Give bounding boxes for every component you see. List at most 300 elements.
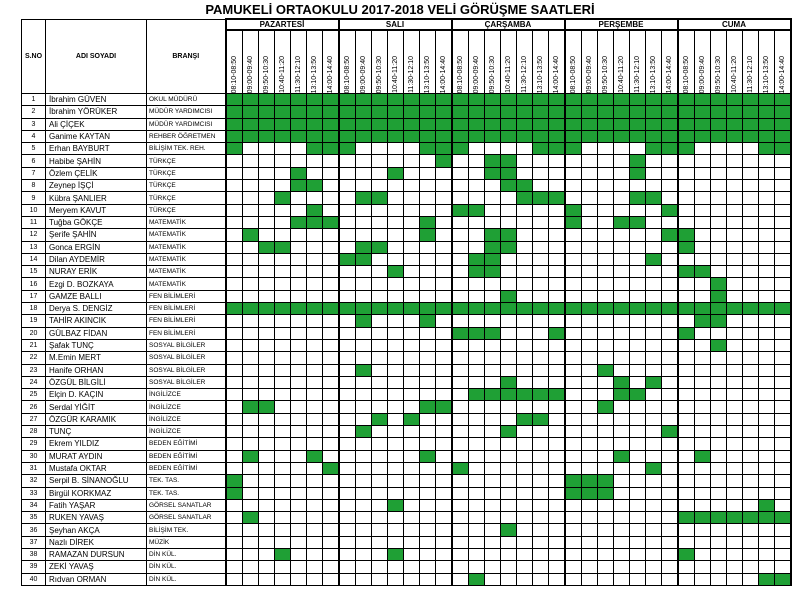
meeting-slot-empty <box>484 450 500 462</box>
meeting-slot-empty <box>678 573 695 585</box>
teacher-branch: BİLİŞİM TEK. REH. <box>147 143 226 155</box>
meeting-slot-empty <box>322 475 339 487</box>
meeting-slot-empty <box>548 401 565 413</box>
meeting-slot-empty <box>758 204 774 216</box>
table-row <box>22 561 791 573</box>
meeting-slot-empty <box>661 462 678 474</box>
meeting-slot-empty <box>645 315 661 327</box>
meeting-slot-available <box>548 303 565 315</box>
meeting-slot-empty <box>242 561 258 573</box>
meeting-slot-empty <box>339 475 356 487</box>
meeting-slot-empty <box>661 512 678 524</box>
teacher-branch: İNGİLİZCE <box>147 401 226 413</box>
meeting-slot-empty <box>758 413 774 425</box>
meeting-slot-empty <box>726 389 742 401</box>
meeting-slot-empty <box>371 524 387 536</box>
meeting-slot-empty <box>258 352 274 364</box>
meeting-slot-empty <box>226 450 243 462</box>
meeting-slot-empty <box>419 524 435 536</box>
meeting-slot-empty <box>565 278 582 290</box>
meeting-slot-empty <box>306 401 322 413</box>
meeting-slot-available <box>306 118 322 130</box>
meeting-slot-empty <box>387 192 403 204</box>
meeting-slot-empty <box>532 339 548 351</box>
slot-header <box>226 30 243 94</box>
meeting-slot-empty <box>597 241 613 253</box>
meeting-slot-empty <box>597 143 613 155</box>
meeting-slot-empty <box>726 155 742 167</box>
meeting-slot-empty <box>726 413 742 425</box>
meeting-slot-empty <box>274 536 290 548</box>
meeting-slot-empty <box>548 450 565 462</box>
teacher-branch: SOSYAL BİLGİLER <box>147 364 226 376</box>
meeting-slot-empty <box>661 389 678 401</box>
meeting-slot-empty <box>645 241 661 253</box>
meeting-slot-empty <box>694 278 710 290</box>
meeting-slot-available <box>355 303 371 315</box>
meeting-slot-empty <box>613 192 629 204</box>
meeting-slot-empty <box>371 266 387 278</box>
meeting-slot-available <box>613 389 629 401</box>
meeting-slot-empty <box>290 524 306 536</box>
meeting-slot-available <box>548 106 565 118</box>
meeting-slot-empty <box>452 278 469 290</box>
meeting-slot-empty <box>581 229 597 241</box>
meeting-slot-empty <box>742 229 758 241</box>
slot-header <box>710 30 726 94</box>
meeting-slot-empty <box>629 266 645 278</box>
meeting-slot-available <box>629 167 645 179</box>
meeting-slot-empty <box>629 315 645 327</box>
meeting-slot-empty <box>678 339 695 351</box>
meeting-slot-empty <box>419 536 435 548</box>
meeting-slot-empty <box>500 315 516 327</box>
meeting-slot-empty <box>565 180 582 192</box>
meeting-slot-empty <box>403 438 419 450</box>
meeting-slot-empty <box>645 573 661 585</box>
slot-header <box>419 30 435 94</box>
meeting-slot-empty <box>355 143 371 155</box>
meeting-slot-available <box>613 216 629 228</box>
meeting-slot-available <box>678 266 695 278</box>
meeting-slot-empty <box>516 290 532 302</box>
header-branch: BRANŞI <box>147 19 226 94</box>
meeting-slot-empty <box>516 216 532 228</box>
meeting-slot-empty <box>597 352 613 364</box>
meeting-slot-empty <box>484 548 500 560</box>
meeting-slot-empty <box>371 143 387 155</box>
row-number: 35 <box>22 512 46 524</box>
meeting-slot-available <box>484 118 500 130</box>
meeting-slot-empty <box>645 352 661 364</box>
slot-header <box>613 30 629 94</box>
meeting-slot-empty <box>613 512 629 524</box>
meeting-slot-empty <box>678 561 695 573</box>
slot-label: 11:30-12:10 <box>520 56 528 93</box>
meeting-slot-available <box>468 266 484 278</box>
table-row <box>22 216 791 228</box>
meeting-slot-available <box>565 475 582 487</box>
meeting-slot-available <box>274 548 290 560</box>
meeting-slot-available <box>242 401 258 413</box>
meeting-slot-available <box>678 118 695 130</box>
meeting-slot-empty <box>548 253 565 265</box>
meeting-slot-empty <box>710 253 726 265</box>
meeting-slot-available <box>548 130 565 142</box>
meeting-slot-empty <box>726 241 742 253</box>
meeting-slot-empty <box>258 290 274 302</box>
meeting-slot-available <box>565 130 582 142</box>
teacher-branch: MATEMATİK <box>147 229 226 241</box>
meeting-slot-empty <box>322 524 339 536</box>
teacher-branch: REHBER ÖĞRETMEN <box>147 130 226 142</box>
meeting-slot-empty <box>516 266 532 278</box>
meeting-slot-empty <box>484 487 500 499</box>
meeting-slot-empty <box>322 376 339 388</box>
meeting-slot-empty <box>306 192 322 204</box>
meeting-slot-available <box>484 229 500 241</box>
meeting-slot-available <box>403 94 419 106</box>
meeting-slot-empty <box>678 413 695 425</box>
meeting-slot-empty <box>355 167 371 179</box>
meeting-slot-empty <box>258 364 274 376</box>
meeting-slot-empty <box>613 536 629 548</box>
meeting-slot-empty <box>565 339 582 351</box>
meeting-slot-empty <box>774 475 791 487</box>
meeting-slot-available <box>500 167 516 179</box>
meeting-slot-available <box>710 118 726 130</box>
meeting-slot-empty <box>694 155 710 167</box>
meeting-slot-empty <box>452 364 469 376</box>
meeting-slot-empty <box>613 364 629 376</box>
meeting-slot-empty <box>613 315 629 327</box>
meeting-slot-empty <box>758 315 774 327</box>
meeting-slot-empty <box>387 426 403 438</box>
meeting-slot-empty <box>452 475 469 487</box>
meeting-slot-empty <box>516 573 532 585</box>
meeting-slot-empty <box>355 438 371 450</box>
meeting-slot-available <box>468 106 484 118</box>
meeting-slot-empty <box>274 290 290 302</box>
meeting-slot-available <box>613 450 629 462</box>
meeting-slot-empty <box>645 180 661 192</box>
meeting-slot-empty <box>242 487 258 499</box>
meeting-slot-empty <box>452 339 469 351</box>
meeting-slot-empty <box>758 389 774 401</box>
meeting-slot-available <box>452 303 469 315</box>
meeting-slot-empty <box>403 426 419 438</box>
table-row <box>22 204 791 216</box>
meeting-slot-empty <box>419 462 435 474</box>
meeting-slot-available <box>597 130 613 142</box>
meeting-slot-empty <box>355 155 371 167</box>
meeting-slot-available <box>694 512 710 524</box>
meeting-slot-available <box>435 303 452 315</box>
meeting-slot-empty <box>452 266 469 278</box>
meeting-slot-available <box>678 229 695 241</box>
meeting-slot-available <box>548 118 565 130</box>
meeting-slot-available <box>532 118 548 130</box>
meeting-slot-empty <box>597 167 613 179</box>
meeting-slot-empty <box>581 155 597 167</box>
row-number: 17 <box>22 290 46 302</box>
meeting-slot-empty <box>581 573 597 585</box>
teacher-name: Fatih YAŞAR <box>46 499 147 511</box>
meeting-slot-empty <box>758 253 774 265</box>
meeting-slot-empty <box>226 155 243 167</box>
meeting-slot-available <box>742 512 758 524</box>
meeting-slot-empty <box>613 241 629 253</box>
meeting-slot-empty <box>226 352 243 364</box>
meeting-slot-empty <box>290 548 306 560</box>
meeting-slot-empty <box>452 241 469 253</box>
meeting-slot-available <box>226 130 243 142</box>
slot-label: 08:10-08:50 <box>343 55 351 93</box>
meeting-slot-empty <box>452 389 469 401</box>
meeting-slot-empty <box>532 155 548 167</box>
meeting-slot-available <box>339 118 356 130</box>
meeting-slot-empty <box>403 352 419 364</box>
meeting-slot-empty <box>322 253 339 265</box>
meeting-slot-available <box>452 462 469 474</box>
meeting-slot-empty <box>226 499 243 511</box>
meeting-slot-empty <box>452 426 469 438</box>
teacher-branch: TÜRKÇE <box>147 155 226 167</box>
meeting-slot-available <box>548 143 565 155</box>
slot-label: 09:50-10:30 <box>375 55 383 93</box>
meeting-slot-empty <box>726 253 742 265</box>
teacher-branch: BİLİŞİM TEK. <box>147 524 226 536</box>
row-number: 15 <box>22 266 46 278</box>
meeting-slot-empty <box>226 327 243 339</box>
meeting-slot-available <box>710 290 726 302</box>
slot-header <box>694 30 710 94</box>
meeting-slot-empty <box>742 253 758 265</box>
meeting-slot-available <box>532 94 548 106</box>
meeting-slot-empty <box>581 216 597 228</box>
meeting-slot-empty <box>322 327 339 339</box>
meeting-slot-empty <box>548 266 565 278</box>
meeting-slot-empty <box>258 475 274 487</box>
meeting-slot-empty <box>581 462 597 474</box>
meeting-slot-available <box>258 130 274 142</box>
meeting-slot-empty <box>387 155 403 167</box>
meeting-slot-empty <box>355 561 371 573</box>
meeting-slot-empty <box>516 499 532 511</box>
meeting-slot-empty <box>516 143 532 155</box>
meeting-slot-empty <box>371 376 387 388</box>
meeting-slot-empty <box>258 536 274 548</box>
meeting-slot-empty <box>694 413 710 425</box>
slot-header <box>484 30 500 94</box>
teacher-name: M.Emin MERT <box>46 352 147 364</box>
meeting-slot-empty <box>726 339 742 351</box>
meeting-slot-empty <box>468 229 484 241</box>
teacher-name: Mustafa OKTAR <box>46 462 147 474</box>
meeting-slot-empty <box>532 462 548 474</box>
meeting-slot-empty <box>629 376 645 388</box>
slot-label: 09:00-09:40 <box>698 55 706 93</box>
meeting-slot-empty <box>322 192 339 204</box>
meeting-slot-empty <box>548 499 565 511</box>
meeting-slot-empty <box>371 290 387 302</box>
meeting-slot-available <box>500 524 516 536</box>
meeting-slot-empty <box>242 364 258 376</box>
meeting-slot-empty <box>516 512 532 524</box>
teacher-branch: FEN BİLİMLERİ <box>147 303 226 315</box>
meeting-slot-empty <box>452 413 469 425</box>
meeting-slot-empty <box>758 180 774 192</box>
meeting-slot-available <box>645 303 661 315</box>
meeting-slot-empty <box>710 536 726 548</box>
meeting-slot-empty <box>339 229 356 241</box>
meeting-slot-empty <box>242 204 258 216</box>
meeting-slot-empty <box>435 216 452 228</box>
meeting-slot-empty <box>306 339 322 351</box>
meeting-slot-available <box>387 303 403 315</box>
meeting-slot-empty <box>629 241 645 253</box>
meeting-slot-available <box>339 253 356 265</box>
meeting-slot-empty <box>274 315 290 327</box>
meeting-slot-available <box>645 118 661 130</box>
teacher-name: ÖZGÜL BİLGİLİ <box>46 376 147 388</box>
meeting-slot-empty <box>613 352 629 364</box>
meeting-slot-available <box>758 573 774 585</box>
meeting-slot-empty <box>242 315 258 327</box>
meeting-slot-empty <box>339 327 356 339</box>
meeting-slot-empty <box>678 499 695 511</box>
meeting-slot-empty <box>645 450 661 462</box>
teacher-name: TUNÇ <box>46 426 147 438</box>
meeting-slot-available <box>516 413 532 425</box>
teacher-branch: DİN KÜL. <box>147 548 226 560</box>
meeting-slot-empty <box>322 155 339 167</box>
meeting-slot-empty <box>678 204 695 216</box>
meeting-slot-empty <box>290 462 306 474</box>
meeting-slot-available <box>678 241 695 253</box>
meeting-slot-empty <box>710 229 726 241</box>
meeting-slot-empty <box>532 315 548 327</box>
meeting-slot-empty <box>613 438 629 450</box>
meeting-slot-empty <box>371 438 387 450</box>
meeting-slot-empty <box>306 167 322 179</box>
table-row <box>22 241 791 253</box>
meeting-slot-empty <box>678 389 695 401</box>
teacher-name: Dilan AYDEMİR <box>46 253 147 265</box>
meeting-slot-empty <box>322 426 339 438</box>
meeting-slot-empty <box>258 266 274 278</box>
meeting-slot-empty <box>322 499 339 511</box>
meeting-slot-available <box>758 106 774 118</box>
meeting-slot-empty <box>597 524 613 536</box>
meeting-slot-available <box>290 118 306 130</box>
meeting-slot-available <box>661 303 678 315</box>
meeting-slot-empty <box>548 167 565 179</box>
meeting-slot-empty <box>694 229 710 241</box>
slot-header <box>403 30 419 94</box>
meeting-slot-empty <box>306 315 322 327</box>
table-row <box>22 278 791 290</box>
meeting-slot-available <box>355 192 371 204</box>
meeting-slot-available <box>387 106 403 118</box>
meeting-slot-empty <box>597 413 613 425</box>
meeting-slot-empty <box>678 475 695 487</box>
meeting-slot-available <box>548 94 565 106</box>
teacher-name: Ganime KAYTAN <box>46 130 147 142</box>
meeting-slot-empty <box>435 192 452 204</box>
meeting-slot-empty <box>290 278 306 290</box>
meeting-slot-available <box>500 118 516 130</box>
meeting-slot-empty <box>500 450 516 462</box>
row-number: 29 <box>22 438 46 450</box>
meeting-slot-empty <box>661 266 678 278</box>
meeting-slot-empty <box>339 426 356 438</box>
meeting-slot-empty <box>274 401 290 413</box>
meeting-slot-empty <box>742 241 758 253</box>
meeting-slot-empty <box>403 450 419 462</box>
meeting-slot-available <box>290 167 306 179</box>
meeting-slot-empty <box>306 155 322 167</box>
meeting-slot-empty <box>355 524 371 536</box>
meeting-slot-empty <box>306 352 322 364</box>
meeting-slot-available <box>774 94 791 106</box>
meeting-slot-available <box>758 303 774 315</box>
slot-header <box>726 30 742 94</box>
meeting-slot-empty <box>565 499 582 511</box>
meeting-slot-empty <box>678 376 695 388</box>
meeting-slot-empty <box>629 499 645 511</box>
meeting-slot-empty <box>290 327 306 339</box>
meeting-slot-empty <box>322 536 339 548</box>
meeting-slot-empty <box>758 401 774 413</box>
meeting-slot-empty <box>548 180 565 192</box>
meeting-slot-empty <box>565 462 582 474</box>
meeting-slot-available <box>774 573 791 585</box>
meeting-slot-available <box>548 327 565 339</box>
meeting-slot-empty <box>597 450 613 462</box>
meeting-slot-empty <box>242 548 258 560</box>
teacher-name: ÖZGÜR KARAMIK <box>46 413 147 425</box>
meeting-slot-empty <box>742 315 758 327</box>
meeting-slot-empty <box>581 253 597 265</box>
meeting-slot-empty <box>774 204 791 216</box>
meeting-slot-available <box>758 499 774 511</box>
meeting-slot-empty <box>726 499 742 511</box>
meeting-slot-empty <box>274 327 290 339</box>
meeting-slot-empty <box>452 561 469 573</box>
meeting-slot-empty <box>306 278 322 290</box>
meeting-slot-empty <box>306 438 322 450</box>
meeting-slot-available <box>661 143 678 155</box>
meeting-slot-empty <box>774 438 791 450</box>
meeting-slot-available <box>548 389 565 401</box>
meeting-slot-empty <box>726 364 742 376</box>
meeting-slot-empty <box>645 364 661 376</box>
meeting-slot-empty <box>597 548 613 560</box>
meeting-slot-available <box>629 130 645 142</box>
meeting-slot-empty <box>435 315 452 327</box>
meeting-slot-empty <box>339 364 356 376</box>
meeting-slot-empty <box>274 143 290 155</box>
slot-label: 10:40-11:20 <box>391 56 399 93</box>
meeting-slot-empty <box>387 229 403 241</box>
meeting-slot-empty <box>581 315 597 327</box>
teacher-branch: GÖRSEL SANATLAR <box>147 499 226 511</box>
meeting-slot-empty <box>258 216 274 228</box>
meeting-slot-empty <box>581 376 597 388</box>
meeting-slot-empty <box>419 573 435 585</box>
meeting-slot-empty <box>581 192 597 204</box>
